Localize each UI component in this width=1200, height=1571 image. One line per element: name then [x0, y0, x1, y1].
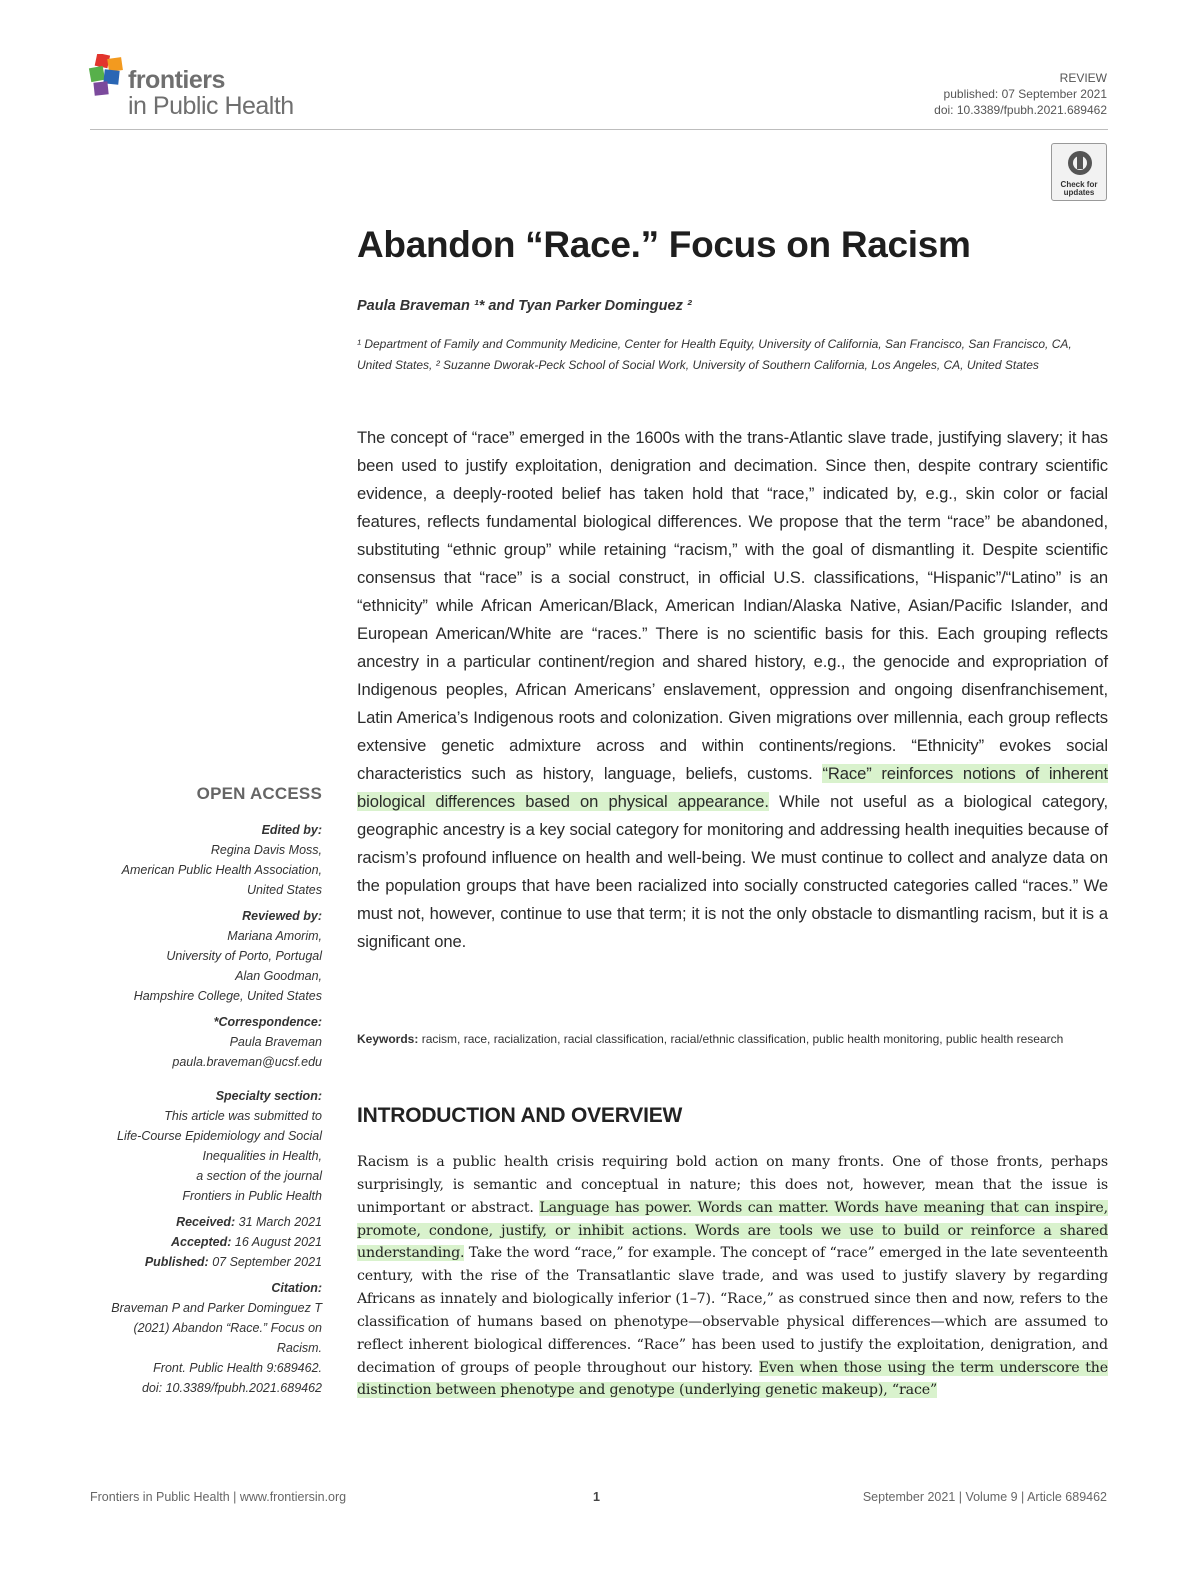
open-access-label: OPEN ACCESS [196, 784, 322, 803]
specialty-line: a section of the journal [196, 1169, 322, 1183]
abstract-text: The concept of “race” emerged in the 1600s with the trans-Atlantic slave trade, justifying slavery; it has been used to justify exploitation, denigration and decimation. Since then, despite contrary scientific evidence, a deeply-rooted belief has taken hold that “race,” indicated by, e.g., skin color or facial features, reflects fundamental biological differences. We propose that the term “race” be abandoned, substituting “ethnic group” while retaining “racism,” with the goal of dismantling it. Despite scientific consensus that “race” is a social construct, in official U.S. classifications, “Hispanic”/“Latino” is an “ethnicity” while African American/Black, American Indian/Alaska Native, Asian/Pacific Islander, and European American/White are “races.” There is no scientific basis for this. Each grouping reflects ancestry in a particular continent/region and shared history, e.g., the genocide and expropriation of Indigenous peoples, African Americans’ enslavement, oppression and ongoing disenfranchisement, Latin America’s Indigenous roots and colonization. Given migrations over millennia, each group reflects extensive genetic admixture across and within continents/regions. “Ethnicity” evokes social characteristics such as history, language, beliefs, customs. [357, 428, 1108, 783]
citation-label: Citation: [271, 1281, 322, 1295]
published-label: Published: [144, 1255, 209, 1269]
received-label: Received: [176, 1215, 236, 1229]
frontiers-logo-icon [88, 54, 128, 98]
page-number: 1 [593, 1490, 600, 1504]
received-date [60, 1212, 322, 1232]
editor-name: Regina Davis Moss, [210, 843, 322, 857]
article-sidebar [60, 784, 322, 1398]
doi[interactable]: doi: 10.3389/fpubh.2021.689462 [934, 103, 1107, 117]
received-value: 31 March 2021 [235, 1215, 322, 1229]
section-heading: INTRODUCTION AND OVERVIEW [357, 1104, 683, 1127]
journal-logo [88, 52, 338, 122]
accepted-date [60, 1232, 322, 1252]
article-title: Abandon “Race.” Focus on Racism [357, 224, 971, 265]
article-meta-header [934, 70, 1107, 118]
accepted-value: 16 August 2021 [231, 1235, 322, 1249]
specialty-line: Inequalities in Health, [202, 1149, 322, 1163]
specialty-label: Specialty section: [215, 1089, 322, 1103]
footer-journal-link[interactable]: Frontiers in Public Health | www.frontiersin.org [90, 1490, 347, 1504]
crossmark-label: Check for updates [1060, 180, 1098, 197]
intro-body [357, 1151, 1108, 1402]
edited-by-label: Edited by: [261, 823, 322, 837]
correspondence-name: Paula Braveman [229, 1035, 322, 1049]
footer-issue-info: September 2021 | Volume 9 | Article 689462 [862, 1490, 1107, 1504]
keywords-list: racism, race, racialization, racial classification, racial/ethnic classification, public health monitoring, public health research [418, 1032, 1064, 1046]
crossmark-icon [1066, 149, 1094, 179]
article-authors[interactable]: Paula Braveman ¹* and Tyan Parker Dominguez ² [357, 298, 692, 314]
specialty-line: Life-Course Epidemiology and Social [117, 1129, 322, 1143]
published-date: published: 07 September 2021 [943, 87, 1107, 101]
intro-text-cont: Take the word “race,” for example. The concept of “race” emerged in the late seventeenth century, with the rise of the Transatlantic slave trade, and was used to justify slavery by regarding Africans as innately and biologically inferior (1–7). “Race,” as construed since then and now, refers to the classification of humans based on phenotype—observable physical differences—which are assumed to reflect inherent biological differences. “Race” has been used to justify the exploitation, denigration, and decimation of groups of people throughout our history. [357, 1245, 1108, 1376]
check-for-updates-badge[interactable] [1051, 143, 1107, 201]
citation-line: Racism. [276, 1341, 322, 1355]
abstract [357, 424, 1108, 956]
abstract-text-cont: While not useful as a biological category, geographic ancestry is a key social category for monitoring and addressing health inequities because of racism’s profound influence on health and well-being. We must continue to collect and analyze data on the population groups that have been racialized into socially constructed categories called “races.” We must not, however, continue to use that term; it is not the only obstacle to dismantling racism, but it is a significant one. [357, 792, 1108, 951]
reviewer-2-name: Alan Goodman, [235, 969, 322, 983]
correspondence-label: *Correspondence: [213, 1015, 322, 1029]
specialty-line: This article was submitted to [164, 1109, 322, 1123]
header-divider [90, 129, 1108, 130]
published-date-sidebar [60, 1252, 322, 1272]
citation-line: (2021) Abandon “Race.” Focus on [133, 1321, 322, 1335]
keywords-label: Keywords: [357, 1032, 419, 1046]
keywords [357, 1030, 1109, 1049]
accepted-label: Accepted: [170, 1235, 232, 1249]
reviewed-by-label: Reviewed by: [242, 909, 322, 923]
logo-journal-name: in Public Health [128, 92, 294, 120]
author-affiliations: ¹ Department of Family and Community Medicine, Center for Health Equity, University of California, San Francisco, San Francisco, CA, United States, ² Suzanne Dworak-Peck School of Social Work, University of Southern California, Los Angeles, CA, United States [357, 337, 1072, 372]
article-type: REVIEW [1059, 71, 1107, 85]
reviewer-1-affiliation: University of Porto, Portugal [166, 949, 322, 963]
citation-doi[interactable]: doi: 10.3389/fpubh.2021.689462 [141, 1381, 322, 1395]
logo-wordmark: frontiers [128, 66, 225, 94]
reviewer-2-affiliation: Hampshire College, United States [133, 989, 322, 1003]
intro-highlight-1: Language has power. Words can matter. Words have meaning that can inspire, promote, condone, justify, or inhibit actions. Words are tools we use to build or reinforce a shared understanding. [357, 1199, 1108, 1262]
correspondence-email[interactable]: paula.braveman@ucsf.edu [172, 1055, 322, 1069]
published-value: 07 September 2021 [208, 1255, 322, 1269]
editor-affiliation: American Public Health Association, [121, 863, 322, 877]
abstract-highlight: “Race” reinforces notions of inherent biological differences based on physical appearance. [357, 764, 1109, 811]
reviewer-1-name: Mariana Amorim, [227, 929, 322, 943]
editor-country: United States [246, 883, 322, 897]
citation-line: Braveman P and Parker Dominguez T [111, 1301, 322, 1315]
intro-text: Racism is a public health crisis requiring bold action on many fronts. One of those fronts, perhaps surprisingly, is semantic and conceptual in nature; this does not, however, mean that the issue is unimportant or abstract. [357, 1154, 1108, 1216]
intro-highlight-2: Even when those using the term underscore the distinction between phenotype and genotype (underlying genetic makeup), “race” [357, 1359, 1108, 1399]
citation-line: Front. Public Health 9:689462. [153, 1361, 322, 1375]
specialty-line: Frontiers in Public Health [182, 1189, 322, 1203]
